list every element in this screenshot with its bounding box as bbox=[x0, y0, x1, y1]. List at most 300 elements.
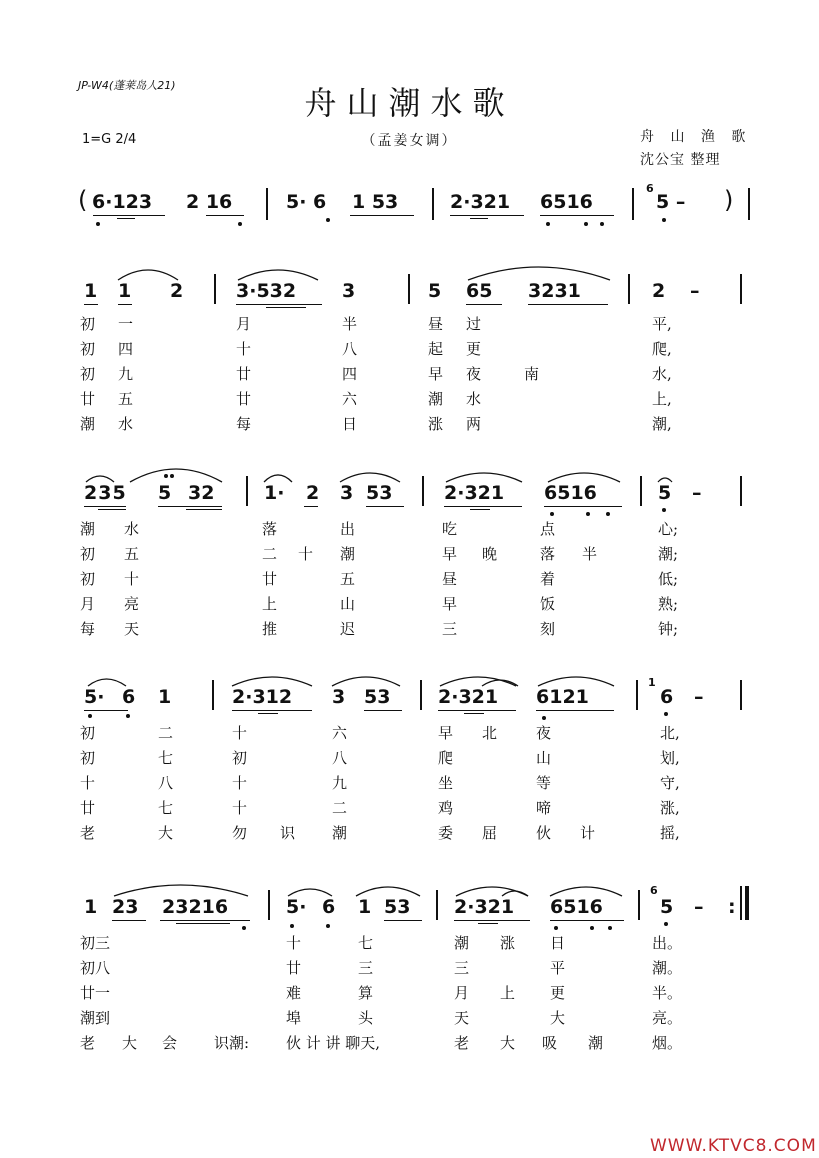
barline bbox=[408, 274, 410, 304]
intro-note: 6·123 bbox=[92, 191, 153, 213]
lyric-syllable: 落 bbox=[262, 520, 278, 538]
lyric-syllable: 起 bbox=[428, 340, 444, 358]
lyric-syllable: 半 bbox=[582, 545, 598, 563]
lyric-syllable: 四 bbox=[342, 365, 358, 383]
low-dot bbox=[290, 924, 294, 928]
lyric-syllable: 守, bbox=[660, 774, 680, 792]
underline bbox=[84, 304, 98, 305]
intro-note: 2·321 bbox=[450, 191, 511, 213]
note: 2·321 bbox=[454, 896, 515, 918]
low-dot bbox=[590, 926, 594, 930]
note: 3 bbox=[332, 686, 346, 708]
lyric-syllable: 三 bbox=[358, 959, 374, 977]
lyric-syllable: 上, bbox=[652, 390, 672, 408]
low-dot bbox=[584, 222, 588, 226]
lyric-syllable: 初 bbox=[80, 545, 96, 563]
underline bbox=[528, 304, 608, 305]
lyric-syllable: 平, bbox=[652, 315, 672, 333]
intro-note: 2 16 bbox=[186, 191, 233, 213]
underline bbox=[478, 923, 498, 924]
lyric-row bbox=[0, 957, 819, 981]
lyric-syllable: 潮; bbox=[658, 545, 679, 563]
lyric-syllable: 八 bbox=[332, 749, 348, 767]
lyric-syllable: 每 bbox=[236, 415, 252, 433]
lyric-syllable: 潮 bbox=[428, 390, 444, 408]
lyric-syllable: 日 bbox=[342, 415, 358, 433]
note: 6516 bbox=[550, 896, 603, 918]
lyric-row bbox=[0, 388, 819, 412]
grace-note: 6 bbox=[646, 182, 654, 195]
lyric-row bbox=[0, 1032, 819, 1056]
low-dot bbox=[546, 222, 550, 226]
underline bbox=[444, 506, 522, 507]
page-title: 舟山潮水歌 bbox=[304, 84, 515, 122]
underline bbox=[206, 215, 244, 216]
barline bbox=[740, 274, 742, 304]
lyric-syllable: 两 bbox=[466, 415, 482, 433]
low-dot bbox=[606, 512, 610, 516]
lyric-row bbox=[0, 822, 819, 846]
lyric-syllable: 水 bbox=[124, 520, 140, 538]
lyric-syllable: 山 bbox=[536, 749, 552, 767]
lyric-syllable: 廿 bbox=[236, 365, 252, 383]
note: 3 bbox=[342, 280, 356, 302]
grace-note: 6 bbox=[650, 884, 658, 897]
note: 1 bbox=[118, 280, 132, 302]
lyric-syllable: 十 bbox=[236, 340, 252, 358]
note: 6 bbox=[122, 686, 136, 708]
lyric-syllable: 北, bbox=[660, 724, 680, 742]
lyric-syllable: 夜 bbox=[466, 365, 482, 383]
lyric-row bbox=[0, 722, 819, 746]
lyric-syllable: 大 bbox=[500, 1034, 516, 1052]
barline bbox=[740, 886, 742, 920]
underline bbox=[536, 710, 614, 711]
lyric-syllable: 烟。 bbox=[652, 1034, 683, 1052]
lyric-syllable: 廿 bbox=[262, 570, 278, 588]
lyric-syllable: 平 bbox=[550, 959, 566, 977]
lyric-syllable: 更 bbox=[466, 340, 482, 358]
lyric-syllable: 潮 bbox=[332, 824, 348, 842]
lyric-syllable: 天 bbox=[454, 1009, 470, 1027]
lyric-syllable: 低; bbox=[658, 570, 679, 588]
low-dot bbox=[664, 712, 668, 716]
lyric-syllable: 早 bbox=[442, 595, 458, 613]
barline bbox=[436, 890, 438, 920]
lyric-row bbox=[0, 363, 819, 387]
lyric-syllable: 大 bbox=[550, 1009, 566, 1027]
underline bbox=[550, 920, 624, 921]
grace-note: 1 bbox=[648, 676, 656, 689]
lyric-syllable: 伙 bbox=[536, 824, 552, 842]
lyric-row bbox=[0, 413, 819, 437]
underline bbox=[117, 218, 135, 219]
underline bbox=[84, 506, 126, 507]
note: 2·321 bbox=[438, 686, 499, 708]
lyric-syllable: 七 bbox=[358, 934, 374, 952]
high-dot bbox=[170, 474, 174, 478]
lyric-syllable: 半。 bbox=[652, 984, 683, 1002]
lyric-syllable: 五 bbox=[118, 390, 134, 408]
lyric-row bbox=[0, 313, 819, 337]
low-dot bbox=[542, 716, 546, 720]
barline bbox=[268, 890, 270, 920]
low-dot bbox=[662, 218, 666, 222]
lyric-syllable: 山 bbox=[340, 595, 356, 613]
lyric-syllable: 潮 bbox=[588, 1034, 604, 1052]
note: 5 bbox=[158, 482, 172, 504]
barline bbox=[266, 188, 268, 220]
note: 235 bbox=[84, 482, 127, 504]
lyric-syllable: 吸 bbox=[542, 1034, 558, 1052]
underline bbox=[470, 218, 488, 219]
intro-note: 6516 bbox=[540, 191, 593, 213]
lyric-syllable: 水 bbox=[118, 415, 134, 433]
lyric-syllable: 潮到 bbox=[80, 1009, 111, 1027]
lyric-syllable: 初三 bbox=[80, 934, 111, 952]
underline bbox=[118, 304, 132, 305]
lyric-syllable: 过 bbox=[466, 315, 482, 333]
lyric-syllable: 会 bbox=[162, 1034, 178, 1052]
intro-note: 5· 6 bbox=[286, 191, 327, 213]
underline bbox=[186, 509, 222, 510]
note: 1· bbox=[264, 482, 285, 504]
lyric-syllable: 推 bbox=[262, 620, 278, 638]
lyric-row bbox=[0, 618, 819, 642]
intro-paren-close: ) bbox=[724, 186, 734, 214]
lyric-syllable: 北 bbox=[482, 724, 498, 742]
lyric-syllable: 划, bbox=[660, 749, 680, 767]
note: 1 bbox=[158, 686, 172, 708]
lyric-syllable: 十 bbox=[232, 724, 248, 742]
lyric-syllable: 十 bbox=[80, 774, 96, 792]
note: 2·312 bbox=[232, 686, 293, 708]
low-dot bbox=[662, 508, 666, 512]
lyric-row bbox=[0, 982, 819, 1006]
low-dot bbox=[242, 926, 246, 930]
lyric-syllable: 三 bbox=[442, 620, 458, 638]
lyric-syllable: 七 bbox=[158, 799, 174, 817]
lyric-syllable: 初 bbox=[80, 315, 96, 333]
note: 65 bbox=[466, 280, 493, 302]
underline bbox=[454, 920, 530, 921]
barline bbox=[748, 188, 750, 220]
lyric-syllable: 计 bbox=[580, 824, 596, 842]
note: 5 bbox=[660, 896, 674, 918]
lyric-syllable: 涨 bbox=[428, 415, 444, 433]
site-watermark: WWW.KTVC8.COM bbox=[650, 1136, 817, 1156]
lyric-syllable: 爬, bbox=[652, 340, 672, 358]
underline bbox=[366, 506, 404, 507]
lyric-syllable: 老 bbox=[454, 1034, 470, 1052]
note: 6 bbox=[660, 686, 674, 708]
barline bbox=[432, 188, 434, 220]
lyric-syllable: 初八 bbox=[80, 959, 111, 977]
lyric-row bbox=[0, 593, 819, 617]
lyric-syllable: 饭 bbox=[540, 595, 556, 613]
lyric-syllable: 老 bbox=[80, 1034, 96, 1052]
lyric-syllable: 勿 bbox=[232, 824, 248, 842]
low-dot bbox=[586, 512, 590, 516]
underline bbox=[258, 713, 278, 714]
low-dot bbox=[126, 714, 130, 718]
note: – bbox=[692, 482, 702, 504]
credit-origin: 舟 山 渔 歌 bbox=[640, 129, 752, 145]
lyric-row bbox=[0, 772, 819, 796]
note: 53 bbox=[366, 482, 393, 504]
lyric-syllable: 早 bbox=[442, 545, 458, 563]
lyric-syllable: 九 bbox=[118, 365, 134, 383]
note: 3 bbox=[340, 482, 354, 504]
lyric-syllable: 上 bbox=[500, 984, 516, 1002]
lyric-syllable: 大 bbox=[122, 1034, 138, 1052]
note: 32 bbox=[188, 482, 215, 504]
underline bbox=[350, 215, 414, 216]
lyric-syllable: 十 bbox=[286, 934, 302, 952]
low-dot bbox=[96, 222, 100, 226]
lyric-syllable: 刻 bbox=[540, 620, 556, 638]
note: 2·321 bbox=[444, 482, 505, 504]
lyric-syllable: 委 bbox=[438, 824, 454, 842]
note: 5 bbox=[658, 482, 672, 504]
lyric-syllable: 涨, bbox=[660, 799, 680, 817]
barline bbox=[740, 476, 742, 506]
lyric-syllable: 着 bbox=[540, 570, 556, 588]
underline bbox=[266, 307, 306, 308]
note: 3·532 bbox=[236, 280, 297, 302]
underline bbox=[450, 215, 524, 216]
lyric-syllable: 夜 bbox=[536, 724, 552, 742]
lyric-syllable: 六 bbox=[342, 390, 358, 408]
lyric-syllable: 坐 bbox=[438, 774, 454, 792]
underline bbox=[112, 920, 146, 921]
underline bbox=[84, 710, 128, 711]
note: 2 bbox=[306, 482, 320, 504]
note: 6 bbox=[322, 896, 336, 918]
key-signature: 1=G 2/4 bbox=[82, 132, 137, 147]
lyric-syllable: 爬 bbox=[438, 749, 454, 767]
lyric-syllable: 出 bbox=[340, 520, 356, 538]
lyric-syllable: 难 bbox=[286, 984, 302, 1002]
note: 53 bbox=[364, 686, 391, 708]
barline bbox=[214, 274, 216, 304]
lyric-syllable: 晚 bbox=[482, 545, 498, 563]
lyric-syllable: 出。 bbox=[652, 934, 683, 952]
lyric-syllable: 廿 bbox=[286, 959, 302, 977]
lyric-row bbox=[0, 797, 819, 821]
lyric-syllable: 初 bbox=[80, 724, 96, 742]
lyric-syllable: 鸡 bbox=[438, 799, 454, 817]
lyric-syllable: 水 bbox=[466, 390, 482, 408]
lyric-syllable: 日 bbox=[550, 934, 566, 952]
lyric-syllable: 亮。 bbox=[652, 1009, 683, 1027]
lyric-syllable: 一 bbox=[118, 315, 134, 333]
note: 1 bbox=[358, 896, 372, 918]
lyric-syllable: 五 bbox=[340, 570, 356, 588]
lyric-syllable: 初 bbox=[80, 340, 96, 358]
note: 1 bbox=[84, 896, 98, 918]
lyric-syllable: 半 bbox=[342, 315, 358, 333]
barline bbox=[212, 680, 214, 710]
low-dot bbox=[326, 924, 330, 928]
note: 1 bbox=[84, 280, 98, 302]
note: 5 bbox=[428, 280, 442, 302]
underline bbox=[384, 920, 422, 921]
final-barline bbox=[745, 886, 749, 920]
underline bbox=[464, 713, 484, 714]
note: 53 bbox=[384, 896, 411, 918]
low-dot bbox=[554, 926, 558, 930]
underline bbox=[236, 304, 322, 305]
lyric-syllable: 大 bbox=[158, 824, 174, 842]
lyric-syllable: 潮 bbox=[80, 520, 96, 538]
lyric-syllable: 上 bbox=[262, 595, 278, 613]
underline bbox=[466, 304, 502, 305]
lyric-syllable: 摇, bbox=[660, 824, 680, 842]
lyric-syllable: 潮 bbox=[454, 934, 470, 952]
lyric-syllable: 潮。 bbox=[652, 959, 683, 977]
lyric-syllable: 月 bbox=[454, 984, 470, 1002]
underline bbox=[544, 506, 622, 507]
barline bbox=[628, 274, 630, 304]
barline bbox=[632, 188, 634, 220]
barline bbox=[422, 476, 424, 506]
lyric-syllable: 点 bbox=[540, 520, 556, 538]
underline bbox=[540, 215, 614, 216]
low-dot bbox=[608, 926, 612, 930]
lyric-syllable: 南 bbox=[524, 365, 540, 383]
lyric-syllable: 初 bbox=[80, 365, 96, 383]
repeat-dots: : bbox=[728, 896, 736, 918]
note: 5· bbox=[286, 896, 307, 918]
lyric-syllable: 水, bbox=[652, 365, 672, 383]
note: 23 bbox=[112, 896, 139, 918]
lyric-syllable: 潮 bbox=[80, 415, 96, 433]
lyric-syllable: 七 bbox=[158, 749, 174, 767]
underline bbox=[158, 506, 222, 507]
intro-note: 1 53 bbox=[352, 191, 399, 213]
lyric-syllable: 初 bbox=[232, 749, 248, 767]
underline bbox=[304, 506, 318, 507]
lyric-syllable: 四 bbox=[118, 340, 134, 358]
lyric-syllable: 二 bbox=[158, 724, 174, 742]
note: – bbox=[694, 896, 704, 918]
low-dot bbox=[664, 922, 668, 926]
lyric-syllable: 十 bbox=[232, 799, 248, 817]
lyric-syllable: 算 bbox=[358, 984, 374, 1002]
underline bbox=[160, 920, 250, 921]
lyric-syllable: 二 bbox=[262, 545, 278, 563]
lyric-syllable: 每 bbox=[80, 620, 96, 638]
lyric-syllable: 廿一 bbox=[80, 984, 111, 1002]
lyric-syllable: 六 bbox=[332, 724, 348, 742]
lyric-syllable: 等 bbox=[536, 774, 552, 792]
lyric-syllable: 识 bbox=[280, 824, 296, 842]
note: 2 bbox=[170, 280, 184, 302]
lyric-syllable: 初 bbox=[80, 570, 96, 588]
lyric-syllable: 月 bbox=[236, 315, 252, 333]
intro-paren-open: ( bbox=[78, 186, 88, 214]
high-dot bbox=[164, 474, 168, 478]
lyric-syllable: 识潮: bbox=[214, 1034, 250, 1052]
underline bbox=[364, 710, 402, 711]
low-dot bbox=[326, 218, 330, 222]
lyric-row bbox=[0, 518, 819, 542]
lyric-syllable: 潮, bbox=[652, 415, 672, 433]
lyric-syllable: 早 bbox=[428, 365, 444, 383]
barline bbox=[740, 680, 742, 710]
lyric-syllable: 钟; bbox=[658, 620, 679, 638]
note: 6121 bbox=[536, 686, 589, 708]
lyric-syllable: 廿 bbox=[80, 390, 96, 408]
lyric-syllable: 伙 计 讲 聊天, bbox=[286, 1034, 381, 1052]
lyric-syllable: 头 bbox=[358, 1009, 374, 1027]
barline bbox=[246, 476, 248, 506]
barline bbox=[640, 476, 642, 506]
lyric-syllable: 十 bbox=[124, 570, 140, 588]
lyric-syllable: 啼 bbox=[536, 799, 552, 817]
lyric-syllable: 十 bbox=[298, 545, 314, 563]
lyric-row bbox=[0, 568, 819, 592]
lyric-syllable: 八 bbox=[342, 340, 358, 358]
lyric-syllable: 廿 bbox=[236, 390, 252, 408]
lyric-syllable: 潮 bbox=[340, 545, 356, 563]
lyric-syllable: 早 bbox=[438, 724, 454, 742]
lyric-row bbox=[0, 1007, 819, 1031]
underline bbox=[98, 509, 126, 510]
underline bbox=[93, 215, 165, 216]
lyric-syllable: 吃 bbox=[442, 520, 458, 538]
lyric-row bbox=[0, 747, 819, 771]
low-dot bbox=[550, 512, 554, 516]
lyric-syllable: 亮 bbox=[124, 595, 140, 613]
lyric-row bbox=[0, 932, 819, 956]
lyric-syllable: 屈 bbox=[482, 824, 498, 842]
low-dot bbox=[88, 714, 92, 718]
lyric-syllable: 初 bbox=[80, 749, 96, 767]
lyric-syllable: 昼 bbox=[442, 570, 458, 588]
lyric-syllable: 五 bbox=[124, 545, 140, 563]
note: 6516 bbox=[544, 482, 597, 504]
lyric-syllable: 昼 bbox=[428, 315, 444, 333]
lyric-syllable: 天 bbox=[124, 620, 140, 638]
barline bbox=[638, 890, 640, 920]
score-tag: JP-W4(蓬莱岛人21) bbox=[78, 79, 176, 92]
barline bbox=[420, 680, 422, 710]
note: – bbox=[694, 686, 704, 708]
lyric-row bbox=[0, 543, 819, 567]
subtitle: （孟姜女调） bbox=[361, 133, 458, 149]
lyric-syllable: 更 bbox=[550, 984, 566, 1002]
lyric-syllable: 熟; bbox=[658, 595, 679, 613]
underline bbox=[438, 710, 516, 711]
intro-note: 5 – bbox=[656, 191, 686, 213]
underline bbox=[470, 509, 490, 510]
note: 5· bbox=[84, 686, 105, 708]
lyric-syllable: 三 bbox=[454, 959, 470, 977]
underline bbox=[176, 923, 230, 924]
note: 23216 bbox=[162, 896, 229, 918]
lyric-syllable: 迟 bbox=[340, 620, 356, 638]
lyric-syllable: 心; bbox=[658, 520, 679, 538]
lyric-syllable: 二 bbox=[332, 799, 348, 817]
note: – bbox=[690, 280, 700, 302]
low-dot bbox=[600, 222, 604, 226]
lyric-syllable: 廿 bbox=[80, 799, 96, 817]
lyric-syllable: 八 bbox=[158, 774, 174, 792]
lyric-row bbox=[0, 338, 819, 362]
lyric-syllable: 涨 bbox=[500, 934, 516, 952]
